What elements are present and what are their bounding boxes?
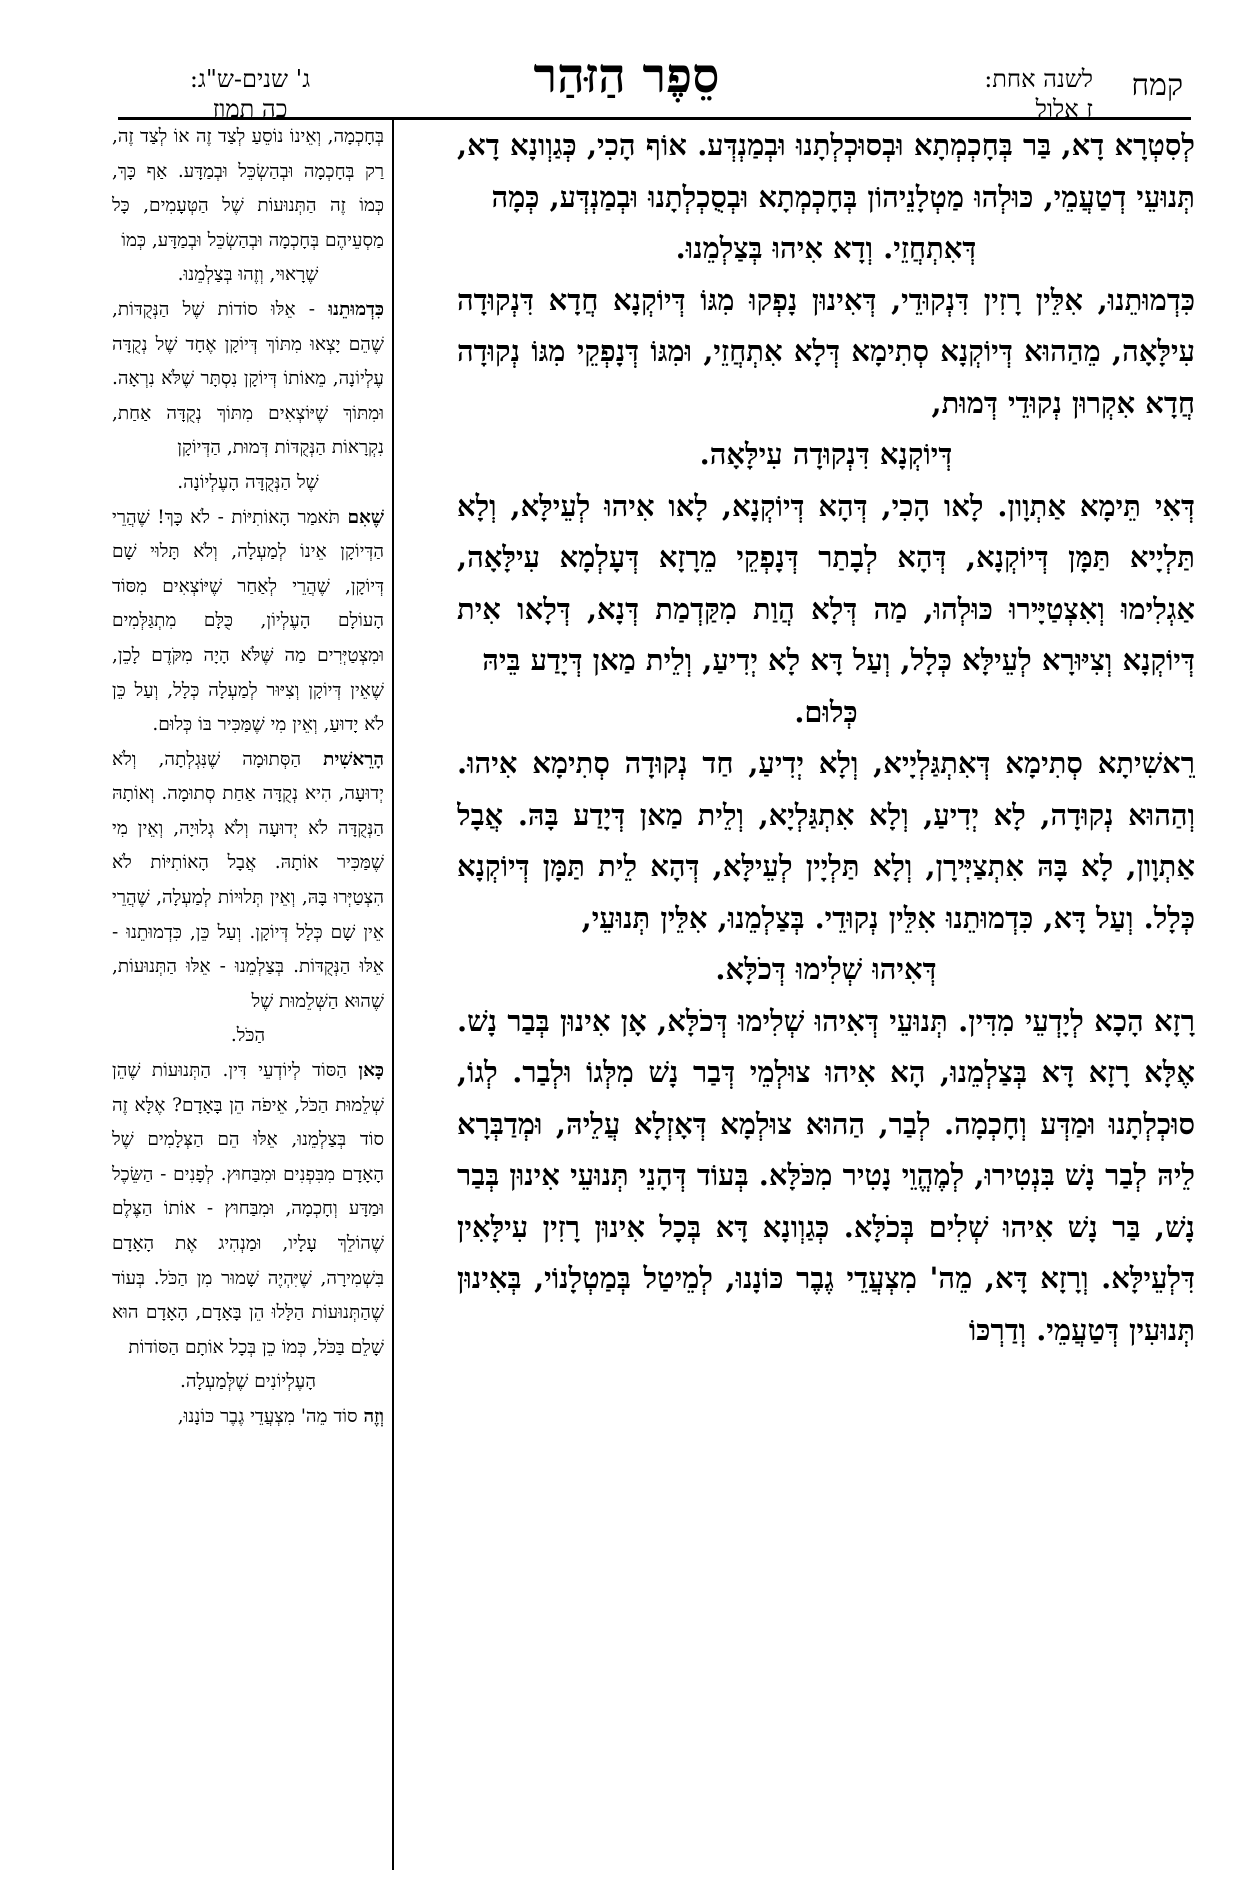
commentary-paragraph-1: בְּחָכְמָה, וְאֵינוֹ נוֹסֵעַ לְצַד זֶה אוֹ לְצַד זֶה, רַק בְּחָכְמָה וּבְהַשְׂכֵּל וּבְמַדָּע. אַף כָּךְ, כְּמוֹ זֶה הַתְּנוּעוֹת שֶׁל הַטְּעָמִים, כָּל מַסְעֵיהֶם בְּחָכְמָה וּבְהַשְׂכֵּל וּבְמַדָּע, כְּמוֹ: [112, 126, 384, 251]
commentary-text: סוֹד מֵה' מִצְעֲדֵי גֶבֶר כּוֹנָנוּ,: [177, 1405, 364, 1427]
page-header: [0, 0, 1253, 123]
main-paragraph-5: רָזָא הָכָא לְיָדְעֵי מִדִּין. תְּנוּעֵי דְּאִיהוּ שְׁלִימוּ דְּכֹלָּא, אָן אִינוּן בְּבַר נָשׁ. אֶלָּא רָזָא דָּא בְּצַלְמֵנוּ, הָא אִיהוּ צוּלְמֵי דְּבַר נָשׁ מִלְּגוֹ וּלְבַר. לְגוֹ, סוּכְלְתָנוּ וּמַדְּע וְחָכְמָה. לְבַר, הַהוּא צוּלְמָא דְּאָזְלָא עֲלֵיהּ, וּמְדַבְּרָא לֵיהּ לְבַר נָשׁ בִּנְטִירוּ, לְמֶהֱוֵי נָטִיר מִכֹּלָּא. בְּעוֹד דְּהָנֵי תְּנוּעֵי אִינוּן בְּבַר נָשׁ, בַּר נָשׁ אִיהוּ שְׁלִים בְּכֹלָּא. כְּגַוְונָא דָּא בְּכָל אִינוּן רָזִין עִילָּאִין דִּלְעֵילָּא. וְרָזָא דָּא, מֵה' מִצְעֲדֵי גֶבֶר כּוֹנָנוּ, לְמֵיטַל בְּמַטְלָנוֹי, בְּאִינוּן תְּנוּעִין דְּטַעֲמֵי. וְדַרְכּוֹ: [457, 1003, 1195, 1347]
commentary-text: הַסּוֹד לְיוֹדְעֵי דִּין. הַתְּנוּעוֹת שֶׁהֵן שְׁלֵמוּת הַכֹּל, אֵיפֹה הֵן בָּאָדָם? אֶלָּא זֶה סוֹד בְּצַלְמֵנוּ, אֵלּוּ הֵם הַצְּלָמִים שֶׁל הָאָדָם מִבִּפְנִים וּמִבַּחוּץ. לְפָנִים - הַשֵּׂכֶל וּמַדָּע וְחָכְמָה, וּמִבַּחוּץ - אוֹתוֹ הַצֶּלֶם שֶׁהוֹלֵךְ עָלָיו, וּמַנְהִיג אֶת הָאָדָם בִּשְׁמִירָה, שֶׁיִּהְיֶה שָׁמוּר מִן הַכֹּל. בְּעוֹד שֶׁהַתְּנוּעוֹת הַלָּלוּ הֵן בָּאָדָם, הָאָדָם הוּא שָׁלֵם בַּכֹּל, כְּמוֹ כֵן בְּכָל אוֹתָם הַסּוֹדוֹת: [112, 1060, 384, 1358]
main-paragraph-3-last-line: כְּלוּם.: [794, 694, 858, 729]
commentary-paragraph-1-last-line: שֶׁרָאוּי, וְזֶהוּ בְּצַלְמֵנוּ.: [177, 264, 319, 286]
column-divider: [392, 120, 394, 1870]
main-paragraph-2: כִּדְמוּתֵנוּ, אִלֵּין רָזִין דִּנְקוּדֵי, דְּאִינוּן נָפְקוּ מִגּוֹ דְּיוֹקְנָא חֲדָא דִּנְקוּדָה עִילָּאָה, מֵהַהוּא דְּיוֹקְנָא סְתִימָא דְּלָא אִתְחֲזֵי, וּמִגּוֹ דְּנָפְקֵי מִגּוֹ נְקוּדָה חֲדָא אִקְרוּן נְקוּדֵי דְּמוּת,: [457, 282, 1195, 420]
commentary-text: תֹּאמַר הָאוֹתִיּוֹת - לֹא כָּךְ! שֶׁהֲרֵי הַדְּיוֹקָן אֵינוֹ לְמַעְלָה, וְלֹא תָּלוּי שָׁם דְּיוֹקָן, שֶׁהֲרֵי לְאַחַר שֶׁיּוֹצְאִים מִסּוֹד הָעוֹלָם הָעֶלְיוֹן, כֻּלָּם מִתְגַּלְּמִים וּמִצְטַיְּרִים מַה שֶּׁלֹּא הָיָה מִקֹּדֶם לָכֵן, שֶׁאֵין דְּיוֹקָן וְצִיּוּר לְמַעְלָה כְּלָל, וְעַל כֵּן לֹא יָדוּעַ, וְאֵין מִי שֶׁמַּכִּיר בּוֹ כְּלוּם.: [112, 506, 384, 736]
book-title: סֵפֶר הַזּהַר: [533, 48, 720, 104]
three-year-date: כה תמוז: [212, 95, 288, 123]
three-year-label: ג' שנים-ש"ג:: [189, 65, 311, 93]
main-paragraph-1-last-line: דְּאִתְחֲזֵי. וְדָא אִיהוּ בְּצַלְמֵנוּ.: [675, 231, 977, 265]
main-paragraph-3: דְּאִי תֵּימָא אַתְוָון. לָאו הָכִי, דְּהָא דְּיוֹקְנָא, לָאו אִיהוּ לְעֵילָּא, וְלָא תַּלְיָיא תַּמָּן דְּיוֹקְנָא, דְּהָא לְבָתַר דְּנָפְקֵי מֵרָזָא דְּעָלְמָא עִילָּאָה, אַגְלִימוּ וְאִצְטַיָּירוּ כּוּלְהוּ, מַה דְּלָא הֲוַת מִקַּדְמַת דְּנָא, דְּלָאו אִית דְּיוֹקְנָא וְצִיּוּרָא לְעֵילָּא כְּלָל, וְעַל דָּא לָא יְדִיעַ, וְלֵית מַאן דְּיָדַע בֵּיהּ: [457, 488, 1195, 677]
one-year-date: ז אלול: [1035, 95, 1093, 123]
commentary-paragraph-5: [112, 1054, 384, 1365]
commentary-paragraph-6: [112, 1400, 384, 1435]
main-paragraph-4-last-line: דְּאִיהוּ שְׁלִימוּ דְּכֹלָּא.: [715, 952, 937, 986]
commentary-lead-word: שֶׁאִם: [347, 506, 384, 528]
commentary-column: [112, 120, 384, 1870]
commentary-paragraph-2-last-line: שֶׁל הַנְּקֻדָּה הָעֶלְיוֹנָה.: [177, 471, 319, 493]
commentary-lead-word: הָרֵאשִׁית: [323, 748, 384, 770]
page-number-label: קמח: [1131, 68, 1183, 103]
one-year-label: לשנה אחת:: [984, 65, 1093, 93]
commentary-paragraph-4-last-line: הַכֹּל.: [230, 1025, 266, 1047]
commentary-paragraph-4: [112, 743, 384, 1020]
three-year-schedule: [120, 64, 380, 124]
commentary-paragraph-2: [112, 293, 384, 466]
commentary-lead-word: כִּדְמוּתֵנוּ: [328, 298, 384, 320]
main-paragraph-1: לְסִטְרָא דָא, בַּר בְּחָכְמְתָא וּבְסוּכְלְתָנוּ וּבְמַנְדְּע. אוֹף הָכִי, כְּגַוְונָא דָא, תְּנוּעֵי דְטַעֲמֵי, כּוּלְהוּ מַטְלָנֵיהוֹן בְּחָכְמְתָא וּבְסֻכְלְתָנוּ וּבְמַנְדְּע, כְּמָה: [457, 128, 1195, 214]
commentary-paragraph-5-last-line: הָעֶלְיוֹנִים שֶׁלְּמַעְלָה.: [179, 1371, 316, 1393]
main-paragraph-4: רֵאשִׁיתָא סְתִימָא דְּאִתְגַּלְיָיא, וְלָא יְדִיעַ, חַד נְקוּדָה סְתִימָא אִיהוּ. וְהַהוּא נְקוּדָה, לָא יְדִיעַ, וְלָא אִתְגַּלְיָא, וְלֵית מַאן דְּיָדַע בָּהּ. אֲבָל אַתְוָון, לָא בָּהּ אִתְצַיְּירָן, וְלָא תַּלְיָין לְעֵילָּא, דְּהָא לֵית תַּמָּן דְּיוֹקְנָא כְּלָל. וְעַל דָּא, כִּדְמוּתֵנוּ אִלֵּין נְקוּדֵי. בְּצַלְמֵנוּ, אִלֵּין תְּנוּעֵי,: [457, 746, 1195, 935]
commentary-lead-word: כָּאן: [358, 1060, 384, 1082]
commentary-lead-word: וְזֶה: [363, 1405, 384, 1427]
main-text-column: [457, 120, 1195, 1870]
commentary-text: הַסְּתוּמָה שֶׁנִּגְלְתָה, וְלֹא יְדוּעָה, הִיא נְקֻדָּה אַחַת סְתוּמָה. וְאוֹתָהּ הַנְּקֻדָּה לֹא יְדוּעָה וְלֹא גְלוּיָה, וְאֵין מִי שֶׁמַּכִּיר אוֹתָהּ. אֲבָל הָאוֹתִיּוֹת לֹא הִצְטַיְּרוּ בָּהּ, וְאֵין תְּלוּיוֹת לְמַעְלָה, שֶׁהֲרֵי אֵין שָׁם כְּלָל דְּיוֹקָן. וְעַל כֵּן, כִּדְמוּתֵנוּ - אֵלּוּ הַנְּקֻדּוֹת. בְּצַלְמֵנוּ - אֵלּוּ הַתְּנוּעוֹת, שֶׁהוּא הַשְּׁלֵמוּת שֶׁל: [112, 748, 384, 1012]
commentary-paragraph-3: [112, 501, 384, 743]
commentary-text: - אֵלּוּ סוֹדוֹת שֶׁל הַנְּקֻדּוֹת, שֶׁהֵם יָצְאוּ מִתּוֹךְ דְּיוֹקָן אֶחָד שֶׁל נְקֻדָּה עֶלְיוֹנָה, מֵאוֹתוֹ דְּיוֹקָן נִסְתָּר שֶׁלֹּא נִרְאָה. וּמִתּוֹךְ שֶׁיּוֹצְאִים מִתּוֹךְ נְקֻדָּה אַחַת, נִקְרָאוֹת הַנְּקֻדּוֹת דְּמוּת, הַדְּיוֹקָן: [112, 298, 384, 459]
main-paragraph-2-last-line: דְּיוֹקְנָא דִּנְקוּדָה עִילָּאָה.: [699, 437, 953, 471]
